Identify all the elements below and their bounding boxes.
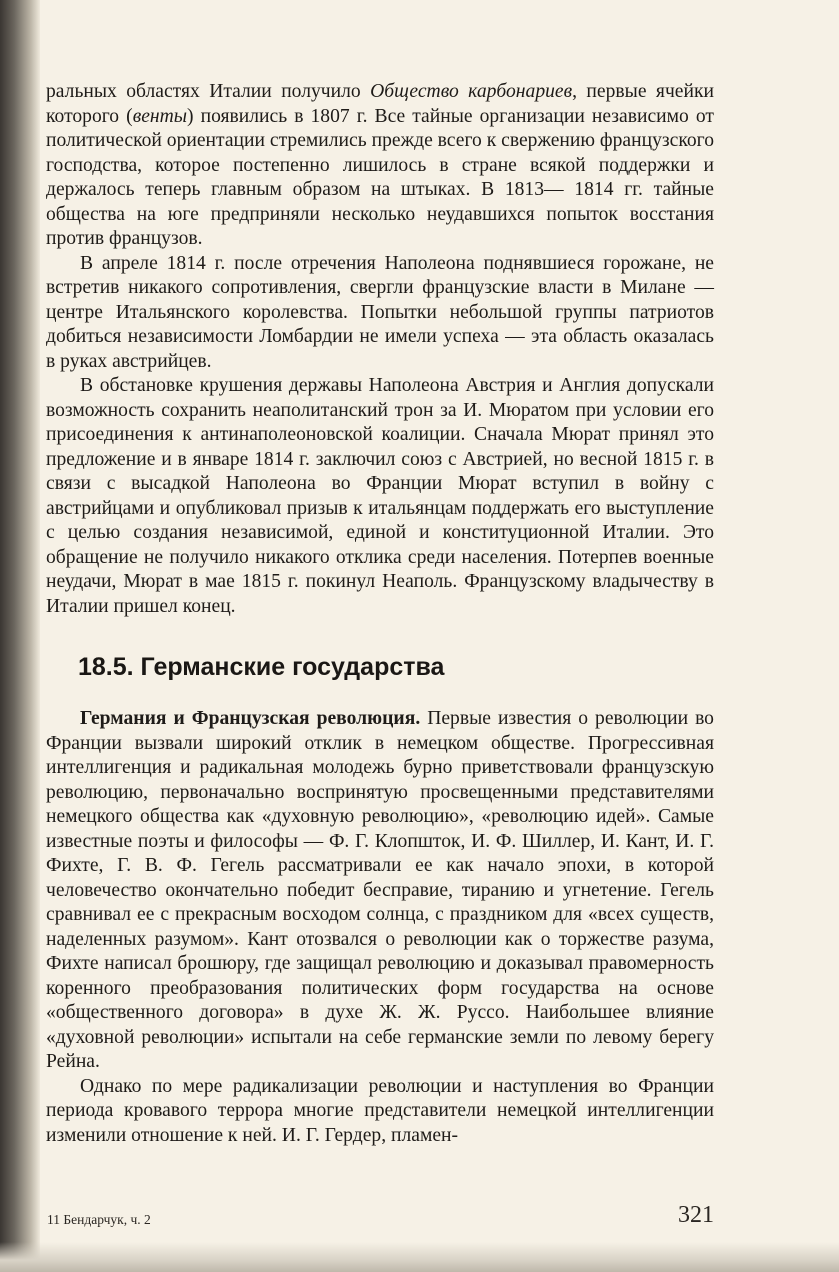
book-spine-shadow	[0, 0, 40, 1272]
paragraph-milan-1814: В апреле 1814 г. после отречения Наполеона поднявшиеся горожане, не встретив никакого сопротивления, свергли французские власти в Милане — центре Итальянского королевства. Попытки небольшой группы патриотов добиться независимости Ломбардии не имели успеха — эта область оказалась в руках австрийцев.	[46, 252, 714, 372]
paragraph-murat: В обстановке крушения державы Наполеона Австрия и Англия допускали возможность сохранить неаполитанский трон за И. Мюратом при условии его присоединения к антинаполеоновской коалиции. Сначала Мюрат принял это предложение и в январе 1814 г. заключил союз с Австрией, но весной 1815 г. в связи с высадкой Наполеона во Франции Мюрат вступил в войну с австрийцами и опубликовал призыв к итальянцам поддержать его выступление с целью создания независимой, единой и конституционной Италии. Это обращение не получило никакого отклика среди населения. Потерпев военные неудачи, Мюрат в мае 1815 г. покинул Неаполь. Французскому владычеству в Италии пришел конец.	[46, 375, 714, 617]
text-block-italy	[46, 80, 714, 619]
footer-signature: 11 Бендарчук, ч. 2	[47, 1212, 151, 1227]
term-venty: венты	[132, 105, 188, 127]
text-block-germany	[46, 707, 714, 1148]
paragraph-german-reaction: Германия и Французская революция. Первые известия о революции во Франции вызвали широкий отклик в немецком обществе. Прогрессивная интеллигенция и радикальная молодежь бурно приветствовали французскую революцию, первоначально воспринятую просвещенными представителями немецкого общества как «духовную революцию», «революцию идей». Самые известные поэты и философы — Ф. Г. Клопшток, И. Ф. Шиллер, И. Кант, И. Г. Фихте, Г. В. Ф. Гегель рассматривали ее как начало эпохи, в которой человечество окончательно победит бесправие, тиранию и угнетение. Гегель сравнивал ее с прекрасным восходом солнца, с праздником для «всех существ, наделенных разумом». Кант отозвался о революции как о торжестве разума, Фихте написал брошюру, где защищал революцию и доказывал правомерность коренного преобразования политических форм государства на основе «общественного договора» в духе Ж. Ж. Руссо. Наибольшее влияние «духовной революции» испытали на себе германские земли по левому берегу Рейна.	[46, 708, 714, 1072]
page-number: 321	[678, 1202, 714, 1228]
section-heading: 18.5. Германские государства	[78, 653, 445, 681]
page-bottom-shadow	[0, 1242, 839, 1272]
paragraph-carbonari: ральных областях Италии получило Общество карбонариев, первые ячейки которого (венты) появились в 1807 г. Все тайные организации независимо от политической ориентации стремились прежде всего к свержению французского господства, которое постепенно лишилось в стране всякой поддержки и держалось теперь главным образом на штыках. В 1813— 1814 гг. тайные общества на юге предприняли несколько неудавшихся попыток восстания против французов.	[46, 81, 714, 249]
term-carbonari: Общество карбонариев	[370, 81, 573, 102]
run-in-heading: Германия и Французская революция.	[80, 708, 421, 729]
paragraph-terror: Однако по мере радикализации революции и наступления во Франции периода кровавого террора многие представители немецкой интеллигенции изменили отношение к ней. И. Г. Гердер, пламен-	[46, 1075, 714, 1146]
